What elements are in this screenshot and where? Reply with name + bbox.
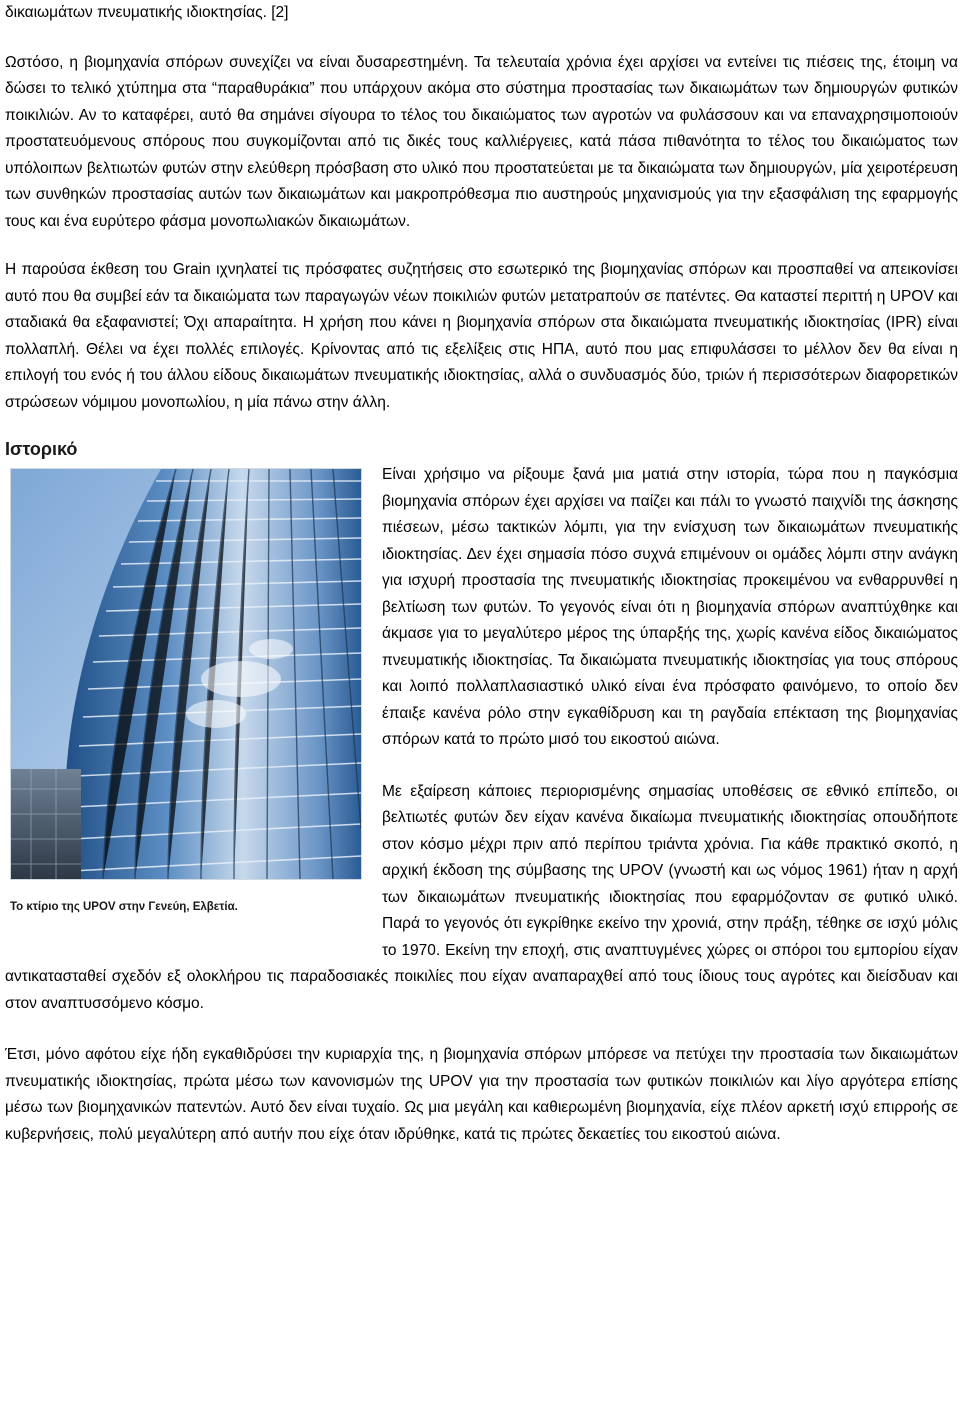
paragraph-seed-industry-pressure: Ωστόσο, η βιομηχανία σπόρων συνεχίζει να είναι δυσαρεστημένη. Τα τελευταία χρόνια έχει αρχίσει να εντείνει τις πιέσεις της, έτοιμη να δώσει το τελικό χτύπημα στα “παραθυράκια” που υπάρχουν ακόμα στο σύστημα προστασίας των δικαιωμάτων των δημιουργών φυτικών ποικιλιών. Αν το καταφέρει, αυτό θα σημάνει σίγουρα το τέλος του δικαιώματος των αγροτών να φυλάσσουν και να επαναχρησιμοποιούν προστατευόμενους σπόρους που συγκομίζονται από τις δικές τους καλλιέργειες, κατά πάσα πιθανότητα το τέλος του δικαιώματος των υπόλοιπων βελτιωτών φυτών στην ελεύθερη πρόσβαση στο υλικό που προστατεύεται με τα δικαιώματα των δημιουργών, μία χειροτέρευση των συνθηκών προστασίας αυτών των δικαιωμάτων και μακροπρόθεσμα πιο αυστηρούς μηχανισμούς για την εξασφάλιση της εφαρμογής τους και ένα ευρύτερο φάσμα μονοπωλιακών δικαιωμάτων.: [5, 53, 958, 230]
section-heading-history: Ιστορικό: [5, 439, 78, 459]
continued-text-line: δικαιωμάτων πνευματικής ιδιοκτησίας. [2]: [5, 4, 289, 21]
figure-caption: Το κτίριο της UPOV στην Γενεύη, Ελβετία.: [10, 901, 238, 913]
paragraph-history-upov: Με εξαίρεση κάποιες περιορισμένης σημασίας υποθέσεις σε εθνικό επίπεδο, οι βελτιωτές φυτών δεν είχαν κανένα δικαίωμα πνευματικής ιδιοκτησίας οπουδήποτε στον κόσμο μέχρι πριν από περίπου τριάντα χρόνια. Για κάθε πρακτικό σκοπό, η αρχική έκδοση της σύμβασης της UPOV (γνωστή και ως νόμος 1961) ήταν η αρχή των δικαιωμάτων πνευματικής ιδιοκτησίας που εφαρμόζονταν σε φυτικό υλικό. Παρά το γεγονός ότι εγκρίθηκε εκείνο την χρονιά, στην πράξη, τέθηκε σε ισχύ μόλις το 1970. Εκείνη την εποχή, στις αναπτυγμένες χώρες οι σπόροι του εμπορίου είχαν αντικατασταθεί σχεδόν εξ ολοκλήρου τις παραδοσιακές ποικιλίες που είχαν αναπαραχθεί από τους ίδιους τους αγρότες και διείσδυαν και στον αναπτυσσόμενο κόσμο.: [5, 782, 958, 1012]
paragraph-history-intro: Είναι χρήσιμο να ρίξουμε ξανά μια ματιά στην ιστορία, τώρα που η παγκόσμια βιομηχανία σπόρων έχει αρχίσει να παίζει και πάλι το γνωστό παιχνίδι της άσκησης πιέσεων, μέσω τακτικών λόμπι, για την ενίσχυση των δικαιωμάτων πνευματικής ιδιοκτησίας. Δεν έχει σημασία πόσο συχνά επιμένουν οι ομάδες λόμπι στην ανάγκη για ισχυρή προστασία της πνευματικής ιδιοκτησίας προκειμένου να ενθαρρυνθεί η βελτίωση των φυτών. Το γεγονός είναι ότι η βιομηχανία σπόρων αναπτύχθηκε και άκμασε για το μεγαλύτερο μέρος της ύπαρξής της, χωρίς κανένα είδος δικαιώματος πνευματικής ιδιοκτησίας. Τα δικαιώματα πνευματικής ιδιοκτησίας για τους σπόρους και λοιπό πολλαπλασιαστικό υλικό είναι ένα πρόσφατο φαινόμενο, το οποίο δεν έπαιξε κανένα ρόλο στην εγκαθίδρυση και τη ραγδαία επέκταση της βιομηχανίας σπόρων κατά το πρώτο μισό του εικοστού αιώνα.: [382, 466, 958, 748]
upov-building-figure: [10, 468, 362, 934]
paragraph-industry-dominance: Έτσι, μόνο αφότου είχε ήδη εγκαθιδρύσει την κυριαρχία της, η βιομηχανία σπόρων μπόρεσε να πετύχει την προστασία των δικαιωμάτων πνευματικής ιδιοκτησίας, πρώτα μέσω των κανονισμών της UPOV για την προστασία των φυτικών ποικιλιών και λίγο αργότερα επίσης μέσω των βιομηχανικών πατεντών. Αυτό δεν είναι τυχαίο. Ως μια μεγάλη και καθιερωμένη βιομηχανία, είχε πλέον αρκετή ισχύ επιρροής σε κυβερνήσεις, πολύ μεγαλύτερη από αυτήν που είχε όταν ιδρύθηκε, κατά τις πρώτες δεκαετίες του εικοστού αιώνα.: [5, 1046, 958, 1143]
upov-building-photo: [10, 468, 362, 880]
paragraph-grain-report: Η παρούσα έκθεση του Grain ιχνηλατεί τις πρόσφατες συζητήσεις στο εσωτερικό της βιομηχανίας σπόρων και προσπαθεί να απεικονίσει αυτό που θα συμβεί εάν τα δικαιώματα των παραγωγών νέων ποικιλιών φυτών μετατραπούν σε πατέντες. Θα καταστεί περιττή η UPOV και σταδιακά θα εξαφανιστεί; Όχι απαραίτητα. Η χρήση που κάνει η βιομηχανία σπόρων στα δικαιώματα πνευματικής ιδιοκτησίας (IPR) είναι πολλαπλή. Θέλει να έχει πολλές επιλογές. Κρίνοντας από τις εξελίξεις στις ΗΠΑ, αυτό που μας επιφυλάσσει το μέλλον δεν θα είναι η επιλογή του ενός ή του άλλου είδους δικαιωμάτων πνευματικής ιδιοκτησίας, αλλά ο συνδυασμός δύο, τριών ή περισσότερων διαφορετικών στρώσεων νόμιμου μονοπωλίου, η μία πάνω στην άλλη.: [5, 261, 958, 411]
document-page: [5, 0, 958, 1148]
